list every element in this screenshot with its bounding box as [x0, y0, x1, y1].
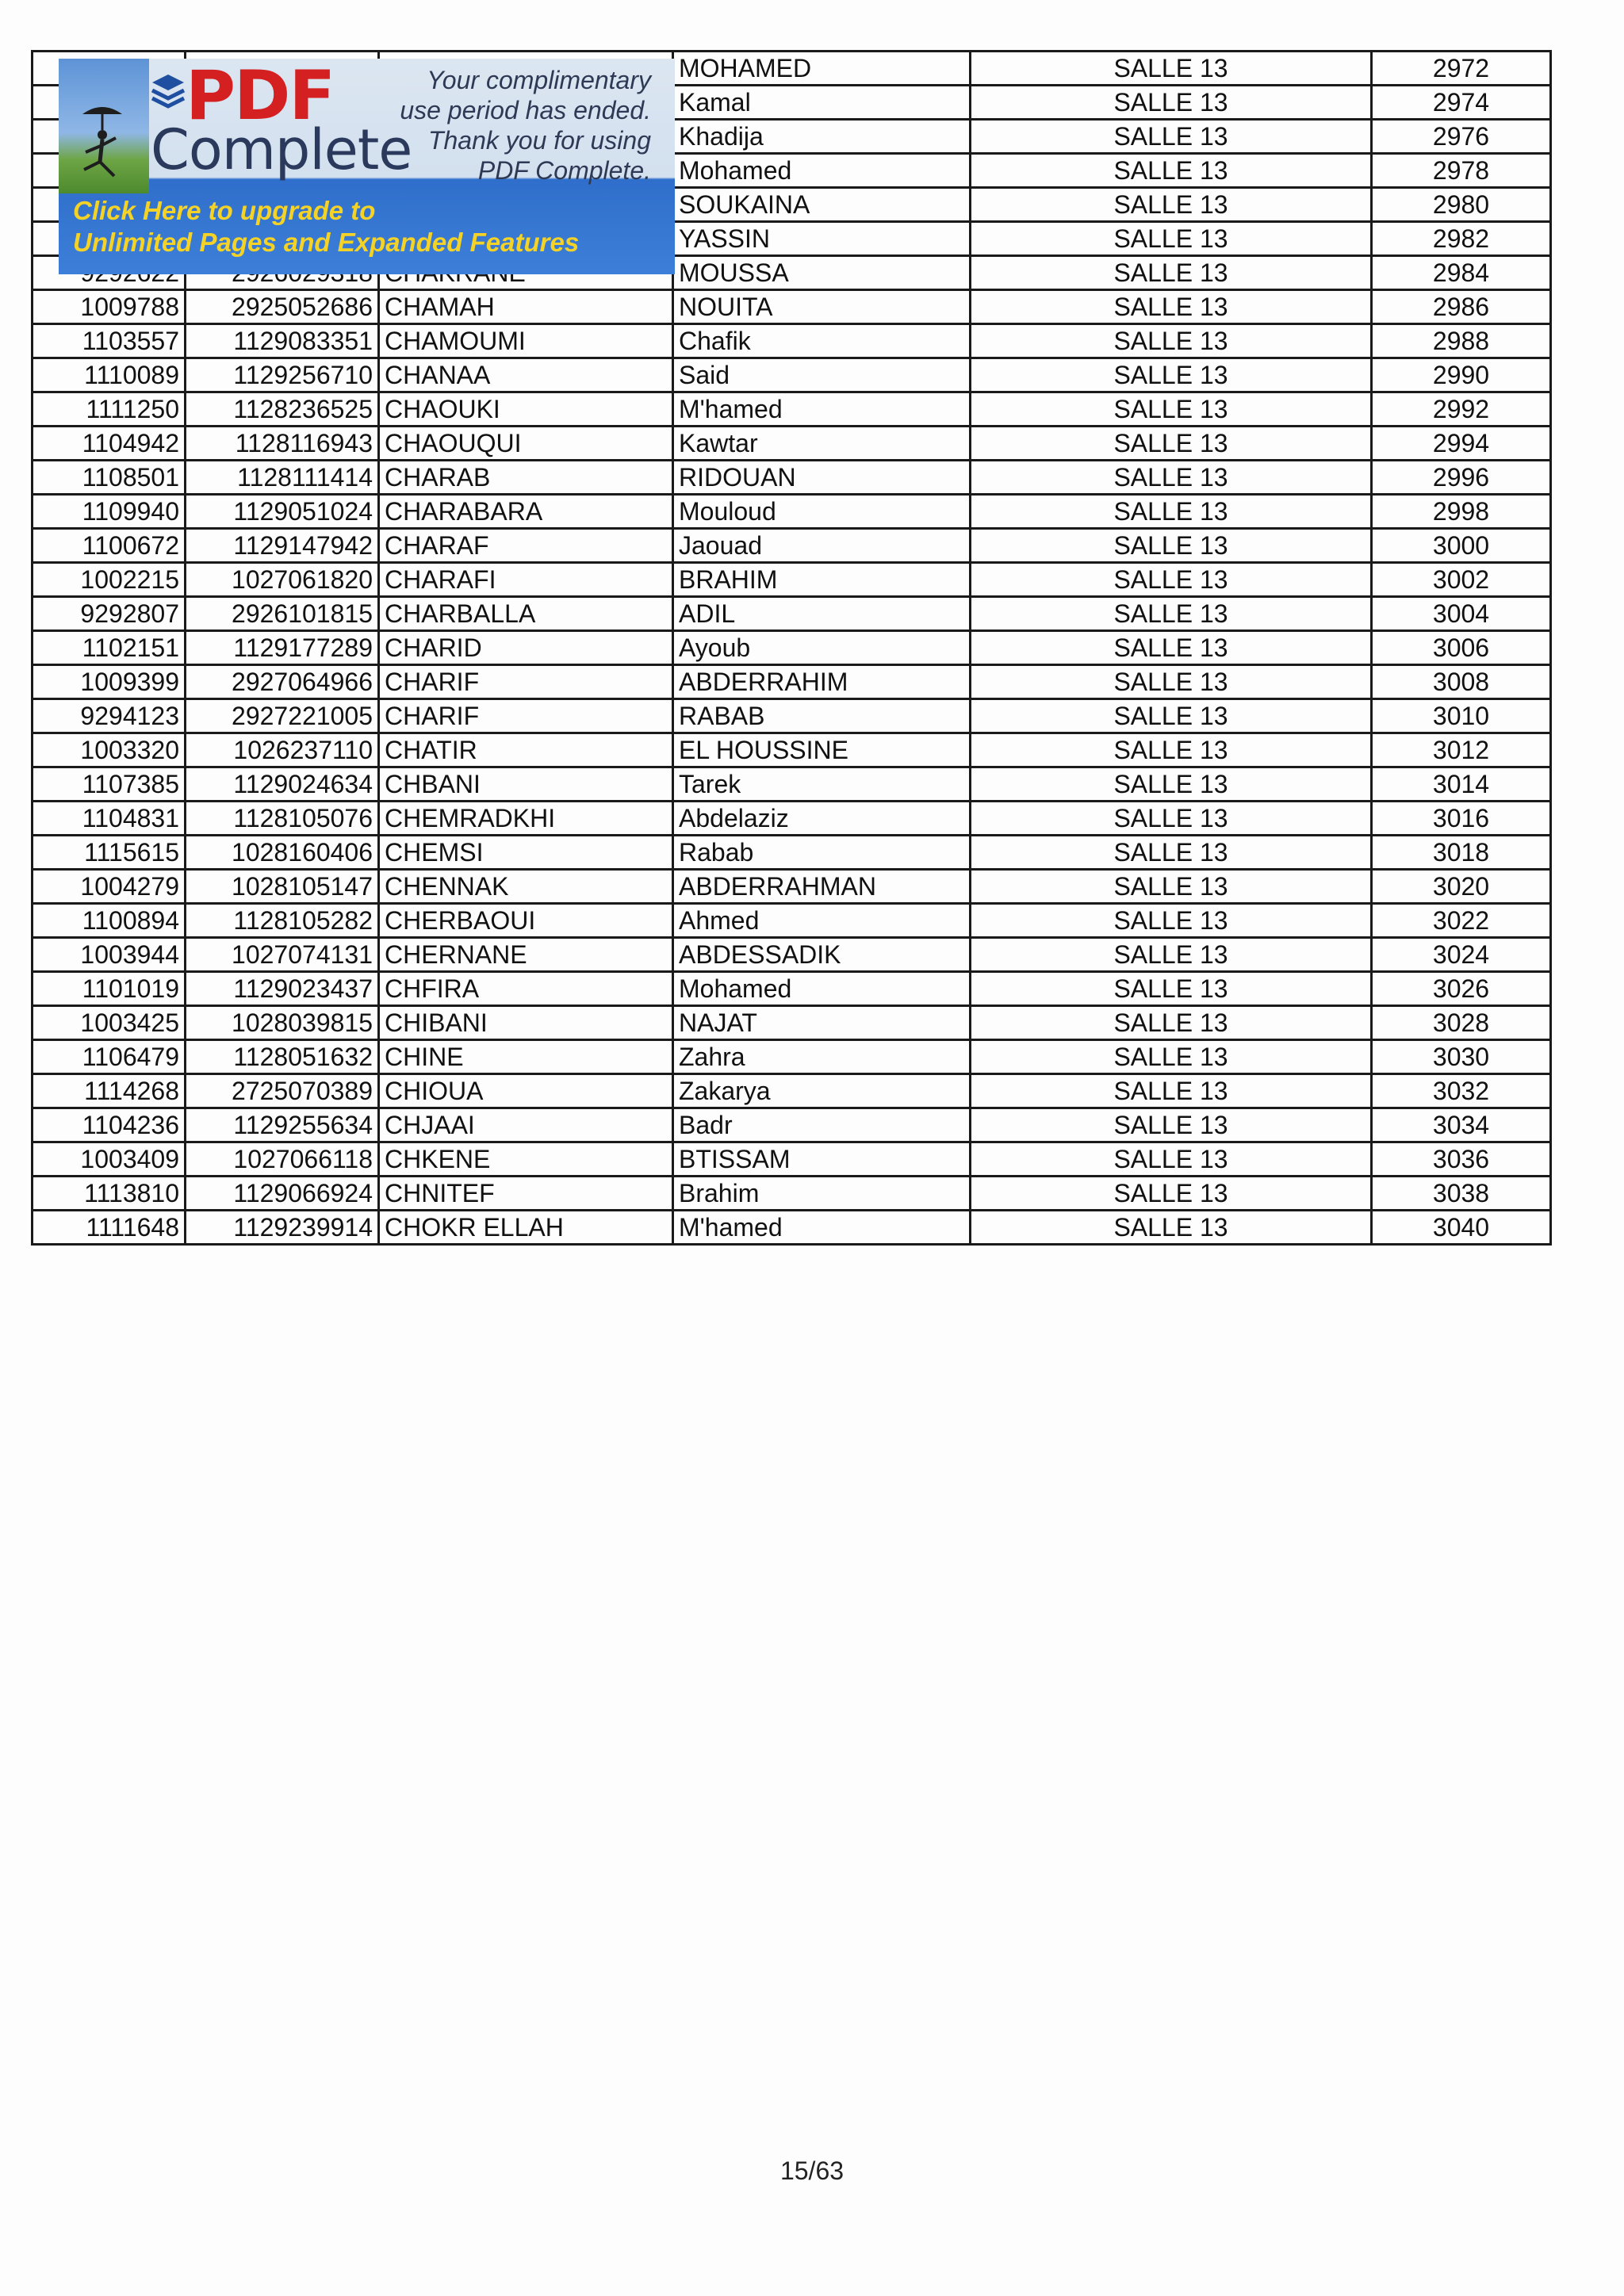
first-name-cell: Mouloud	[673, 495, 971, 529]
table-row	[33, 1211, 1551, 1245]
first-name-cell: SOUKAINA	[673, 188, 971, 222]
seat-number-cell: 3006	[1372, 631, 1551, 665]
table-row	[33, 699, 1551, 733]
candidate-id-cell: 1003944	[33, 938, 186, 972]
pdf-complete-upgrade-banner[interactable]	[59, 59, 675, 274]
table-row	[33, 563, 1551, 597]
table-row	[33, 324, 1551, 358]
national-id-cell: 1128105076	[186, 802, 379, 836]
table-row	[33, 1074, 1551, 1108]
first-name-cell: EL HOUSSINE	[673, 733, 971, 767]
candidate-id-cell: 1108501	[33, 461, 186, 495]
last-name-cell: CHENNAK	[379, 870, 673, 904]
seat-number-cell: 2994	[1372, 427, 1551, 461]
first-name-cell: RABAB	[673, 699, 971, 733]
last-name-cell: CHAOUQUI	[379, 427, 673, 461]
national-id-cell: 1129239914	[186, 1211, 379, 1245]
room-cell: SALLE 13	[971, 290, 1372, 324]
last-name-cell: CHARAF	[379, 529, 673, 563]
national-id-cell: 2925052686	[186, 290, 379, 324]
candidate-id-cell: 1111250	[33, 392, 186, 427]
table-row	[33, 802, 1551, 836]
room-cell: SALLE 13	[971, 904, 1372, 938]
room-cell: SALLE 13	[971, 529, 1372, 563]
last-name-cell: CHAOUKI	[379, 392, 673, 427]
candidate-id-cell: 1104831	[33, 802, 186, 836]
seat-number-cell: 3040	[1372, 1211, 1551, 1245]
first-name-cell: BRAHIM	[673, 563, 971, 597]
room-cell: SALLE 13	[971, 392, 1372, 427]
room-cell: SALLE 13	[971, 1177, 1372, 1211]
first-name-cell: Zakarya	[673, 1074, 971, 1108]
upgrade-link-line[interactable]: Click Here to upgrade to	[73, 196, 376, 225]
banner-message	[366, 65, 651, 186]
national-id-cell: 1129177289	[186, 631, 379, 665]
national-id-cell: 1129255634	[186, 1108, 379, 1142]
room-cell: SALLE 13	[971, 972, 1372, 1006]
candidate-id-cell: 1100894	[33, 904, 186, 938]
national-id-cell: 1027061820	[186, 563, 379, 597]
banner-message-line: use period has ended.	[400, 96, 651, 124]
table-row	[33, 665, 1551, 699]
first-name-cell: Brahim	[673, 1177, 971, 1211]
last-name-cell: CHAMOUMI	[379, 324, 673, 358]
upgrade-link-line[interactable]: Unlimited Pages and Expanded Features	[73, 228, 580, 257]
room-cell: SALLE 13	[971, 86, 1372, 120]
last-name-cell: CHNITEF	[379, 1177, 673, 1211]
seat-number-cell: 2988	[1372, 324, 1551, 358]
seat-number-cell: 3008	[1372, 665, 1551, 699]
national-id-cell: 1128051632	[186, 1040, 379, 1074]
seat-number-cell: 2986	[1372, 290, 1551, 324]
last-name-cell: CHBANI	[379, 767, 673, 802]
candidate-id-cell: 1104236	[33, 1108, 186, 1142]
national-id-cell: 1129256710	[186, 358, 379, 392]
first-name-cell: Kawtar	[673, 427, 971, 461]
first-name-cell: Badr	[673, 1108, 971, 1142]
national-id-cell: 1129051024	[186, 495, 379, 529]
national-id-cell: 1128105282	[186, 904, 379, 938]
seat-number-cell: 2984	[1372, 256, 1551, 290]
first-name-cell: Mohamed	[673, 154, 971, 188]
room-cell: SALLE 13	[971, 154, 1372, 188]
candidate-id-cell: 1107385	[33, 767, 186, 802]
room-cell: SALLE 13	[971, 188, 1372, 222]
national-id-cell: 1026237110	[186, 733, 379, 767]
page-number: 15/63	[779, 2156, 845, 2185]
room-cell: SALLE 13	[971, 767, 1372, 802]
first-name-cell: MOUSSA	[673, 256, 971, 290]
first-name-cell: BTISSAM	[673, 1142, 971, 1177]
national-id-cell: 2927221005	[186, 699, 379, 733]
national-id-cell: 1027074131	[186, 938, 379, 972]
first-name-cell: MOHAMED	[673, 52, 971, 86]
seat-number-cell: 2980	[1372, 188, 1551, 222]
national-id-cell: 1028105147	[186, 870, 379, 904]
candidate-id-cell: 1100672	[33, 529, 186, 563]
seat-number-cell: 2976	[1372, 120, 1551, 154]
room-cell: SALLE 13	[971, 1108, 1372, 1142]
room-cell: SALLE 13	[971, 427, 1372, 461]
candidate-id-cell: 1003320	[33, 733, 186, 767]
national-id-cell: 1128236525	[186, 392, 379, 427]
room-cell: SALLE 13	[971, 699, 1372, 733]
banner-message-line: Thank you for using	[427, 126, 651, 155]
room-cell: SALLE 13	[971, 461, 1372, 495]
seat-number-cell: 3038	[1372, 1177, 1551, 1211]
candidate-id-cell: 1003425	[33, 1006, 186, 1040]
candidate-id-cell: 1009788	[33, 290, 186, 324]
table-row	[33, 1040, 1551, 1074]
room-cell: SALLE 13	[971, 52, 1372, 86]
last-name-cell: CHFIRA	[379, 972, 673, 1006]
table-row	[33, 290, 1551, 324]
table-row	[33, 938, 1551, 972]
national-id-cell: 1028160406	[186, 836, 379, 870]
first-name-cell: ABDESSADIK	[673, 938, 971, 972]
first-name-cell: ADIL	[673, 597, 971, 631]
national-id-cell: 1129147942	[186, 529, 379, 563]
seat-number-cell: 2998	[1372, 495, 1551, 529]
seat-number-cell: 2974	[1372, 86, 1551, 120]
seat-number-cell: 2992	[1372, 392, 1551, 427]
first-name-cell: Tarek	[673, 767, 971, 802]
seat-number-cell: 3030	[1372, 1040, 1551, 1074]
seat-number-cell: 3010	[1372, 699, 1551, 733]
first-name-cell: M'hamed	[673, 1211, 971, 1245]
table-row	[33, 904, 1551, 938]
last-name-cell: CHERBAOUI	[379, 904, 673, 938]
candidate-id-cell: 1004279	[33, 870, 186, 904]
national-id-cell: 1028039815	[186, 1006, 379, 1040]
national-id-cell: 1129083351	[186, 324, 379, 358]
last-name-cell: CHINE	[379, 1040, 673, 1074]
last-name-cell: CHARIF	[379, 699, 673, 733]
room-cell: SALLE 13	[971, 938, 1372, 972]
last-name-cell: CHARAFI	[379, 563, 673, 597]
last-name-cell: CHATIR	[379, 733, 673, 767]
first-name-cell: Jaouad	[673, 529, 971, 563]
candidate-id-cell: 1114268	[33, 1074, 186, 1108]
last-name-cell: CHARBALLA	[379, 597, 673, 631]
candidate-id-cell: 9292807	[33, 597, 186, 631]
first-name-cell: RIDOUAN	[673, 461, 971, 495]
candidate-id-cell: 1115615	[33, 836, 186, 870]
candidate-id-cell: 1110089	[33, 358, 186, 392]
banner-message-line: PDF Complete.	[477, 156, 651, 185]
room-cell: SALLE 13	[971, 1006, 1372, 1040]
room-cell: SALLE 13	[971, 256, 1372, 290]
seat-number-cell: 3032	[1372, 1074, 1551, 1108]
last-name-cell: CHIOUA	[379, 1074, 673, 1108]
table-row	[33, 972, 1551, 1006]
table-row	[33, 733, 1551, 767]
first-name-cell: Rabab	[673, 836, 971, 870]
seat-number-cell: 3026	[1372, 972, 1551, 1006]
first-name-cell: NAJAT	[673, 1006, 971, 1040]
table-row	[33, 529, 1551, 563]
candidate-id-cell: 1003409	[33, 1142, 186, 1177]
table-row	[33, 870, 1551, 904]
national-id-cell: 2725070389	[186, 1074, 379, 1108]
table-row	[33, 767, 1551, 802]
table-row	[33, 461, 1551, 495]
first-name-cell: Mohamed	[673, 972, 971, 1006]
room-cell: SALLE 13	[971, 222, 1372, 256]
last-name-cell: CHERNANE	[379, 938, 673, 972]
first-name-cell: ABDERRAHMAN	[673, 870, 971, 904]
table-row	[33, 1177, 1551, 1211]
banner-photo	[59, 59, 149, 193]
seat-number-cell: 2982	[1372, 222, 1551, 256]
last-name-cell: CHARIF	[379, 665, 673, 699]
candidate-id-cell: 1106479	[33, 1040, 186, 1074]
candidate-id-cell: 1109940	[33, 495, 186, 529]
first-name-cell: M'hamed	[673, 392, 971, 427]
first-name-cell: Khadija	[673, 120, 971, 154]
jumping-person-icon	[75, 106, 130, 186]
table-row	[33, 631, 1551, 665]
table-row	[33, 358, 1551, 392]
room-cell: SALLE 13	[971, 631, 1372, 665]
candidate-id-cell: 1104942	[33, 427, 186, 461]
seat-number-cell: 3004	[1372, 597, 1551, 631]
seat-number-cell: 3018	[1372, 836, 1551, 870]
first-name-cell: Ayoub	[673, 631, 971, 665]
room-cell: SALLE 13	[971, 358, 1372, 392]
seat-number-cell: 3034	[1372, 1108, 1551, 1142]
seat-number-cell: 2996	[1372, 461, 1551, 495]
room-cell: SALLE 13	[971, 1040, 1372, 1074]
banner-logo-pdf: PDF	[186, 59, 335, 136]
candidate-id-cell: 1111648	[33, 1211, 186, 1245]
banner-message-line: Your complimentary	[427, 66, 651, 94]
room-cell: SALLE 13	[971, 836, 1372, 870]
last-name-cell: CHANAA	[379, 358, 673, 392]
last-name-cell: CHARID	[379, 631, 673, 665]
national-id-cell: 1129023437	[186, 972, 379, 1006]
table-row	[33, 495, 1551, 529]
first-name-cell: Chafik	[673, 324, 971, 358]
first-name-cell: YASSIN	[673, 222, 971, 256]
national-id-cell: 1027066118	[186, 1142, 379, 1177]
room-cell: SALLE 13	[971, 324, 1372, 358]
seat-number-cell: 3016	[1372, 802, 1551, 836]
last-name-cell: CHJAAI	[379, 1108, 673, 1142]
seat-number-cell: 3020	[1372, 870, 1551, 904]
first-name-cell: Said	[673, 358, 971, 392]
national-id-cell: 1128116943	[186, 427, 379, 461]
national-id-cell: 2927064966	[186, 665, 379, 699]
table-row	[33, 427, 1551, 461]
last-name-cell: CHARABARA	[379, 495, 673, 529]
seat-number-cell: 2990	[1372, 358, 1551, 392]
last-name-cell: CHIBANI	[379, 1006, 673, 1040]
seat-number-cell: 3036	[1372, 1142, 1551, 1177]
room-cell: SALLE 13	[971, 665, 1372, 699]
table-row	[33, 597, 1551, 631]
room-cell: SALLE 13	[971, 597, 1372, 631]
first-name-cell: ABDERRAHIM	[673, 665, 971, 699]
candidate-id-cell: 1113810	[33, 1177, 186, 1211]
last-name-cell: CHKENE	[379, 1142, 673, 1177]
national-id-cell: 1129066924	[186, 1177, 379, 1211]
seat-number-cell: 3000	[1372, 529, 1551, 563]
seat-number-cell: 3022	[1372, 904, 1551, 938]
last-name-cell: CHEMRADKHI	[379, 802, 673, 836]
upgrade-link[interactable]	[73, 195, 579, 258]
first-name-cell: Kamal	[673, 86, 971, 120]
banner-logo-complete: Complete	[151, 117, 412, 182]
room-cell: SALLE 13	[971, 870, 1372, 904]
seat-number-cell: 3028	[1372, 1006, 1551, 1040]
room-cell: SALLE 13	[971, 1211, 1372, 1245]
room-cell: SALLE 13	[971, 733, 1372, 767]
table-row	[33, 1108, 1551, 1142]
candidate-id-cell: 1101019	[33, 972, 186, 1006]
seat-number-cell: 3024	[1372, 938, 1551, 972]
room-cell: SALLE 13	[971, 120, 1372, 154]
first-name-cell: Ahmed	[673, 904, 971, 938]
candidate-id-cell: 1102151	[33, 631, 186, 665]
national-id-cell: 1128111414	[186, 461, 379, 495]
candidate-id-cell: 9294123	[33, 699, 186, 733]
stacked-layers-icon	[151, 73, 186, 117]
seat-number-cell: 2972	[1372, 52, 1551, 86]
candidate-id-cell: 1009399	[33, 665, 186, 699]
table-row	[33, 836, 1551, 870]
table-row	[33, 1142, 1551, 1177]
table-row	[33, 1006, 1551, 1040]
first-name-cell: NOUITA	[673, 290, 971, 324]
last-name-cell: CHEMSI	[379, 836, 673, 870]
national-id-cell: 2926101815	[186, 597, 379, 631]
candidate-id-cell: 1002215	[33, 563, 186, 597]
first-name-cell: Abdelaziz	[673, 802, 971, 836]
room-cell: SALLE 13	[971, 1074, 1372, 1108]
seat-number-cell: 2978	[1372, 154, 1551, 188]
last-name-cell: CHOKR ELLAH	[379, 1211, 673, 1245]
first-name-cell: Zahra	[673, 1040, 971, 1074]
seat-number-cell: 3002	[1372, 563, 1551, 597]
table-row	[33, 392, 1551, 427]
seat-number-cell: 3014	[1372, 767, 1551, 802]
national-id-cell: 1129024634	[186, 767, 379, 802]
last-name-cell: CHAMAH	[379, 290, 673, 324]
last-name-cell: CHARAB	[379, 461, 673, 495]
room-cell: SALLE 13	[971, 802, 1372, 836]
seat-number-cell: 3012	[1372, 733, 1551, 767]
candidate-id-cell: 1103557	[33, 324, 186, 358]
room-cell: SALLE 13	[971, 495, 1372, 529]
room-cell: SALLE 13	[971, 563, 1372, 597]
room-cell: SALLE 13	[971, 1142, 1372, 1177]
